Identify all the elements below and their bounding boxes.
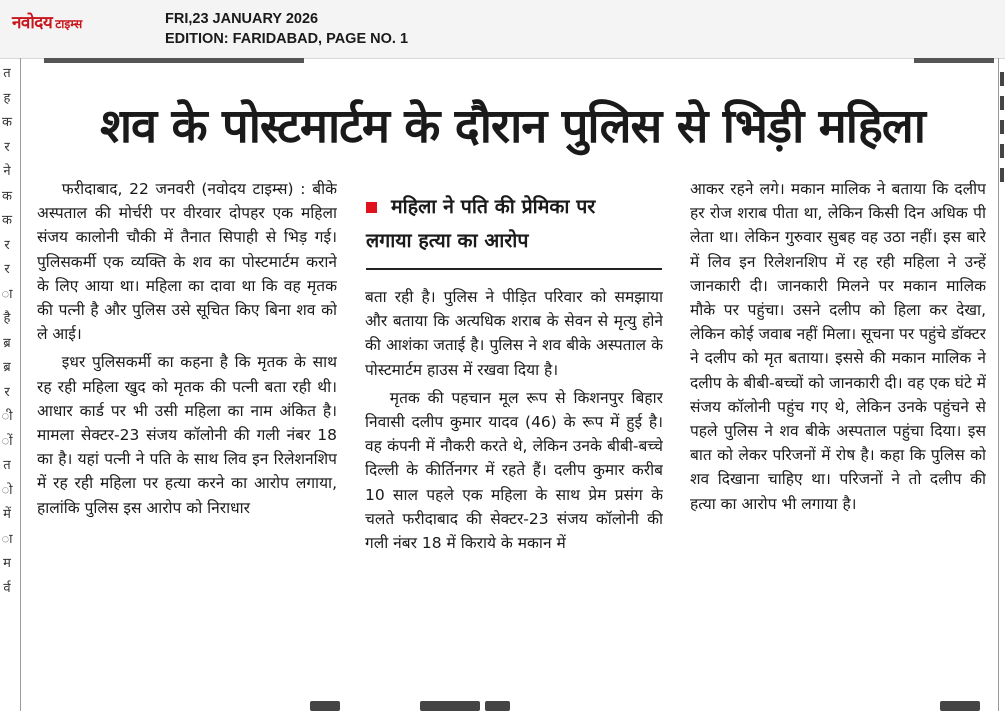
clipped-char: क (2, 115, 12, 130)
clipped-char: त (3, 66, 11, 81)
clip-border-left (20, 58, 21, 711)
article-column-3 (690, 177, 986, 677)
clipped-char: ा (1, 531, 13, 547)
article-paragraph: बता रही है। पुलिस ने पीड़ित परिवार को समझाया और बताया कि अत्यधिक शराब के सेवन से मृत्यु होने की आशंका जताई है। पुलिस ने शव बीके अस्पताल के पोस्टमार्टम हाउस में रखवा दिया है। (365, 288, 663, 379)
red-square-bullet-icon (366, 202, 377, 213)
subheading-divider (366, 268, 662, 270)
clipped-char: र (4, 262, 10, 277)
article-paragraph: मृतक की पहचान मूल रूप से किशनपुर बिहार निवासी दलीप कुमार यादव (46) के रूप में हुई है। वह कंपनी में नौकरी करते थे, लेकिन उनके बीबी-बच्चे दिल्ली के कीर्तिनगर में रहते हैं। दलीप कुमार करीब 10 साल पहले एक महिला के साथ प्रेम प्रसंग के चलते फरीदाबाद की सेक्टर-23 संजय कॉलोनी की गली नंबर 18 में किराये के मकान में (365, 388, 663, 553)
clipped-char: ने (3, 164, 11, 179)
subheading-line-2: लगाया हत्या का आरोप (366, 229, 529, 252)
publication-date: FRI,23 JANUARY 2026 (165, 11, 319, 27)
clipped-char: क (2, 188, 12, 204)
article-column-1 (37, 177, 337, 677)
edition-info (165, 9, 408, 49)
clipped-char: ह (3, 90, 11, 106)
clipped-previous-article-text (44, 52, 994, 66)
clipped-char: ब्र (3, 360, 11, 375)
clipped-next-article-text (40, 693, 990, 711)
clipped-char: र (4, 139, 10, 155)
clipped-char: र्व (3, 580, 11, 596)
clipped-char: ा (1, 286, 13, 302)
clipped-adjacent-column-right (999, 62, 1005, 711)
article-column-2 (365, 285, 663, 677)
article-subheading (366, 190, 662, 258)
clipped-char: ों (1, 433, 13, 449)
clipped-char: त (3, 458, 11, 473)
article-paragraph: इधर पुलिसकर्मी का कहना है कि मृतक के साथ रह रही महिला खुद को मृतक की पत्नी बता रही थी। आधार कार्ड पर भी उसी महिला का नाम अंकित है। मामला सेक्टर-23 संजय कॉलोनी की गली नंबर 18 का है। यहां पत्नी ने पति के साथ लिव इन रिलेशनशिप में रह रही महिला पर हत्या करने का आरोप लगाया, हालांकि पुलिस इस आरोप को निराधार (37, 353, 337, 517)
article-paragraph: आकर रहने लगे। मकान मालिक ने बताया कि दलीप हर रोज शराब पीता था, लेकिन किसी दिन अधिक पी लेता था। लेकिन गुरुवार सुबह वह उठा नहीं। इस बारे में लिव इन रिलेशनशिप में रह रही महिला ने उन्हें जानकारी दी। जानकारी मिलने पर मकान मालिक मौके पर पहुंचा। उसने दलीप को हिला कर देखा, लेकिन कोई जवाब नहीं मिला। सूचना पर पहुंचे डॉक्टर ने दलीप को मृत बताया। इससे की मकान मालिक ने दलीप के बीबी-बच्चों को जानकारी दी। वह एक घंटे में संजय कॉलोनी पहुंच गए थे, लेकिन उनके पहुंचने से पहले पुलिस ने शव बीके अस्पताल पहुंचा दिया। इस बात को लेकर परिजनों में रोष है। कहा कि पुलिस को शव दिखाना चाहिए था। परिजनों ने तो दलीप की हत्या का आरोप भी लगाया है। (690, 180, 986, 513)
clipped-char: ब्र (3, 335, 11, 351)
epaper-header (0, 0, 1005, 59)
clipped-char: ी (1, 409, 13, 424)
clipped-char: है (3, 311, 11, 326)
logo-main-text: नवोदय (12, 13, 53, 33)
clipped-char: र (4, 384, 10, 400)
article-paragraph: फरीदाबाद, 22 जनवरी (नवोदय टाइम्स) : बीके अस्पताल की मोर्चरी पर वीरवार दोपहर एक महिला संजय कालोनी चौकी में तैनात सिपाही से भिड़ गई।पुलिसकर्मी एक व्यक्ति के शव का पोस्टमार्टम कराने के लिए आया था। महिला का दावा था कि वह मृतक की पत्नी है और पुलिस उसे सूचित किए बिना शव को ले आई। (37, 180, 337, 344)
clipped-char: में (3, 507, 11, 522)
newspaper-logo[interactable] (12, 10, 82, 32)
clipped-char: म (3, 556, 11, 571)
clipped-adjacent-column (0, 62, 14, 711)
logo-sub-text: टाइम्स (55, 17, 83, 31)
edition-page: EDITION: FARIDABAD, PAGE NO. 1 (165, 31, 409, 47)
subheading-line-1: महिला ने पति की प्रेमिका पर (391, 195, 596, 218)
article-headline: शव के पोस्टमार्टम के दौरान पुलिस से भिड़ी महिला (100, 99, 925, 154)
clipped-char: र (4, 237, 10, 253)
clipped-char: ो (1, 482, 13, 498)
clipped-char: क (2, 213, 12, 228)
